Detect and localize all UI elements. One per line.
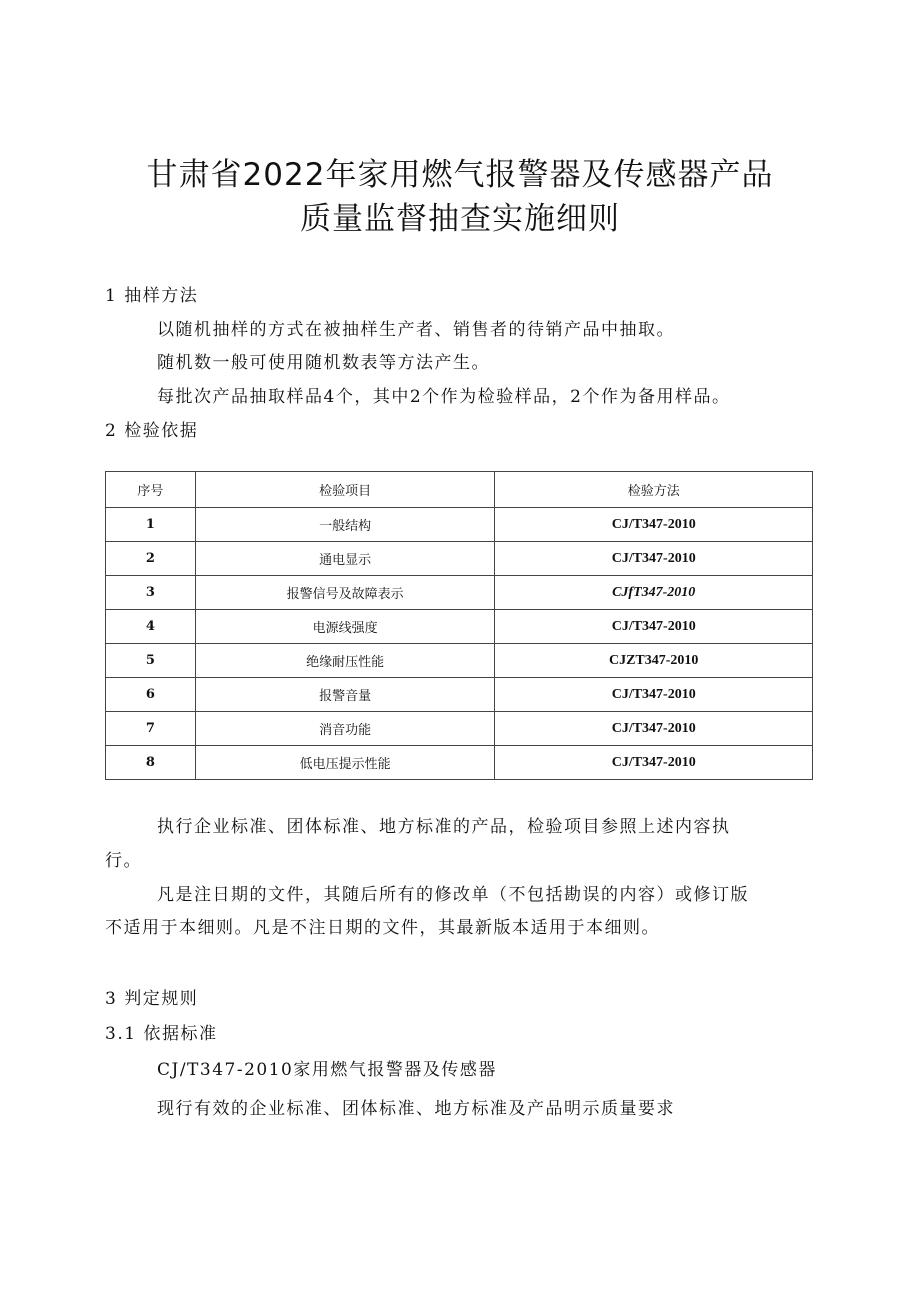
row-item: 通电显示 — [195, 542, 495, 576]
row-method: CJ/T347-2010 — [495, 746, 813, 780]
row-item: 绝缘耐压性能 — [195, 644, 495, 678]
row-item: 消音功能 — [195, 712, 495, 746]
row-method: CJ/T347-2010 — [495, 508, 813, 542]
section-3-1-heading: 3.1 依据标准 — [105, 1024, 218, 1044]
row-item: 报警信号及故障表示 — [195, 576, 495, 610]
row-method: CJ/T347-2010 — [495, 678, 813, 712]
table-header-row — [106, 472, 813, 508]
section-1-paragraph: 随机数一般可使用随机数表等方法产生。 — [157, 353, 490, 373]
section-3-paragraph: CJ/T347-2010家用燃气报警器及传感器 — [157, 1060, 497, 1080]
header-method: 检验方法 — [495, 472, 813, 508]
section-2-paragraph-continued: 不适用于本细则。凡是不注日期的文件，其最新版本适用于本细则。 — [105, 918, 660, 938]
row-method: CJ/T347-2010 — [495, 610, 813, 644]
table-row — [106, 644, 813, 678]
row-item: 电源线强度 — [195, 610, 495, 644]
row-no: 1 — [106, 508, 196, 542]
section-3-paragraph: 现行有效的企业标准、团体标准、地方标准及产品明示质量要求 — [157, 1099, 675, 1119]
document-title-line-1: 甘肃省2022年家用燃气报警器及传感器产品 — [146, 157, 774, 193]
table-row — [106, 576, 813, 610]
row-method: CJ/T347-2010 — [495, 542, 813, 576]
section-2-heading: 2 检验依据 — [105, 421, 199, 441]
table-row — [106, 610, 813, 644]
row-item: 低电压提示性能 — [195, 746, 495, 780]
document-title-line-2: 质量监督抽查实施细则 — [300, 201, 620, 237]
section-1-heading: 1 抽样方法 — [105, 286, 199, 306]
table-row — [106, 542, 813, 576]
section-3-heading: 3 判定规则 — [105, 989, 199, 1009]
section-1-paragraph: 以随机抽样的方式在被抽样生产者、销售者的待销产品中抽取。 — [157, 320, 675, 340]
section-2-paragraph: 执行企业标准、团体标准、地方标准的产品，检验项目参照上述内容执 — [157, 817, 731, 837]
row-method: CJfT347-2010 — [495, 576, 813, 610]
table-row — [106, 712, 813, 746]
table-row — [106, 508, 813, 542]
section-1-paragraph: 每批次产品抽取样品4个，其中2个作为检验样品，2个作为备用样品。 — [157, 387, 731, 407]
header-no: 序号 — [106, 472, 196, 508]
row-item: 一般结构 — [195, 508, 495, 542]
row-method: CJZT347-2010 — [495, 644, 813, 678]
section-2-paragraph-continued: 行。 — [105, 851, 142, 871]
inspection-items-table — [105, 471, 813, 780]
row-no: 8 — [106, 746, 196, 780]
header-item: 检验项目 — [195, 472, 495, 508]
row-no: 6 — [106, 678, 196, 712]
table-row — [106, 678, 813, 712]
table-row — [106, 746, 813, 780]
row-no: 3 — [106, 576, 196, 610]
row-method: CJ/T347-2010 — [495, 712, 813, 746]
row-no: 2 — [106, 542, 196, 576]
row-no: 7 — [106, 712, 196, 746]
row-no: 5 — [106, 644, 196, 678]
row-item: 报警音量 — [195, 678, 495, 712]
row-no: 4 — [106, 610, 196, 644]
section-2-paragraph: 凡是注日期的文件，其随后所有的修改单（不包括勘误的内容）或修订版 — [157, 885, 749, 905]
